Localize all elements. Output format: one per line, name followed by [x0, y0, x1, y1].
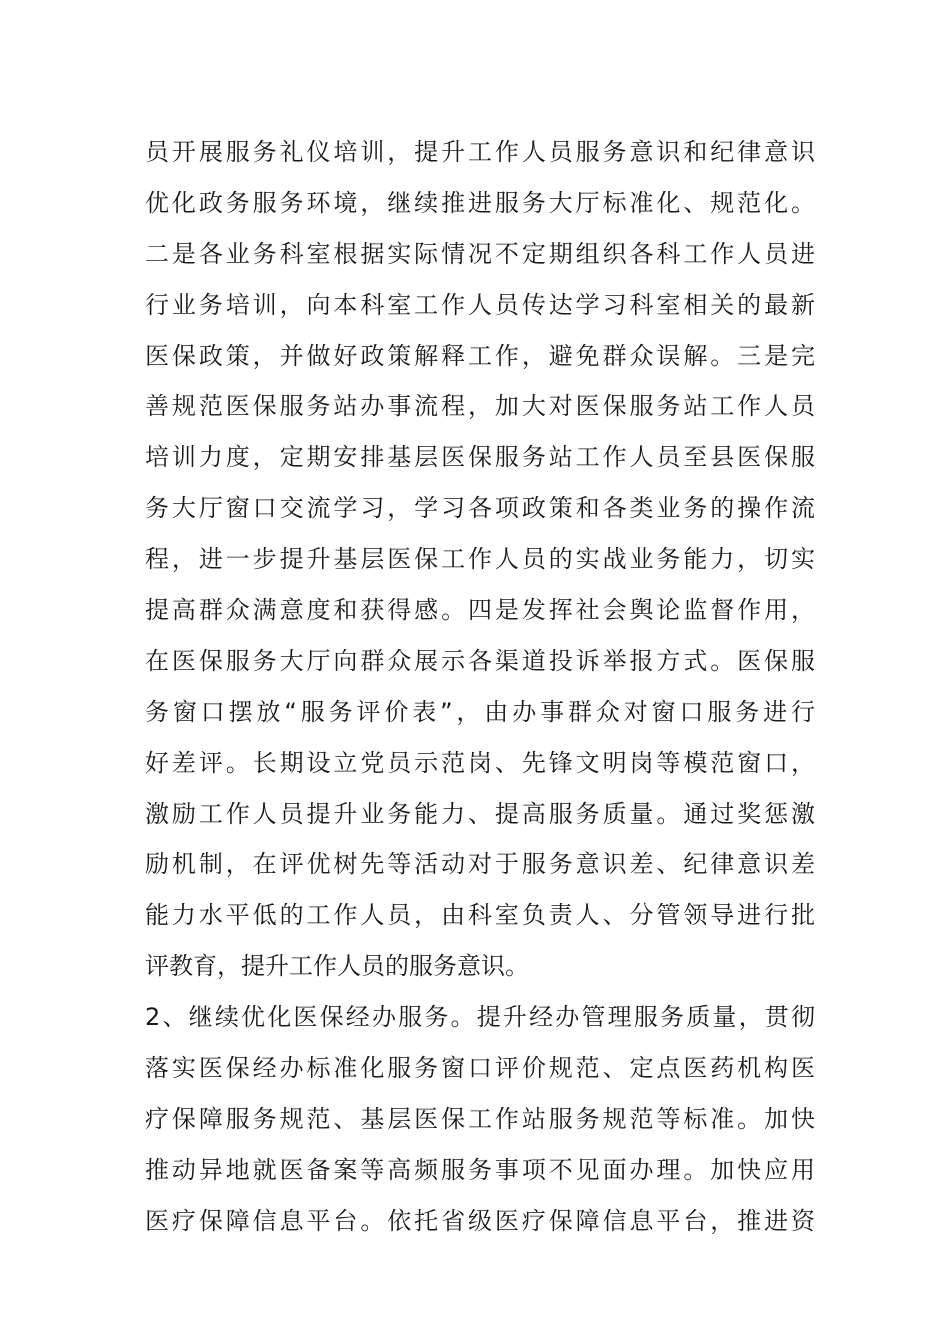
- body-text: [145, 127, 815, 1247]
- text-line: 行业务培训，向本科室工作人员传达学习科室相关的最新: [145, 290, 815, 319]
- text-line: 能力水平低的工作人员，由科室负责人、分管领导进行批: [145, 901, 815, 930]
- text-line: 务大厅窗口交流学习，学习各项政策和各类业务的操作流: [145, 494, 815, 523]
- text-line: 员开展服务礼仪培训，提升工作人员服务意识和纪律意识: [145, 138, 815, 166]
- text-line: 提高群众满意度和获得感。四是发挥社会舆论监督作用，: [145, 596, 815, 625]
- text-line: 激励工作人员提升业务能力、提高服务质量。通过奖惩激: [145, 799, 815, 828]
- text-line: 2、继续优化医保经办服务。提升经办管理服务质量，贯彻: [145, 1003, 815, 1032]
- text-line: 推动异地就医备案等高频服务事项不见面办理。加快应用: [145, 1155, 815, 1184]
- text-line: 在医保服务大厅向群众展示各渠道投诉举报方式。医保服: [145, 646, 815, 675]
- text-line: 疗保障服务规范、基层医保工作站服务规范等标准。加快: [145, 1104, 815, 1133]
- text-line: 务窗口摆放“服务评价表”，由办事群众对窗口服务进行: [145, 697, 815, 726]
- text-line: 二是各业务科室根据实际情况不定期组织各科工作人员进: [145, 239, 815, 268]
- text-line: 医疗保障信息平台。依托省级医疗保障信息平台，推进资: [145, 1206, 815, 1235]
- text-line: 医保政策，并做好政策解释工作，避免群众误解。三是完: [145, 341, 815, 370]
- text-line: 评教育，提升工作人员的服务意识。: [145, 952, 529, 981]
- text-line: 好差评。长期设立党员示范岗、先锋文明岗等模范窗口，: [145, 748, 815, 777]
- text-line: 励机制，在评优树先等活动对于服务意识差、纪律意识差: [145, 850, 815, 879]
- text-line: 培训力度，定期安排基层医保服务站工作人员至县医保服: [145, 443, 815, 472]
- text-line: 落实医保经办标准化服务窗口评价规范、定点医药机构医: [145, 1054, 815, 1083]
- text-line: 程，进一步提升基层医保工作人员的实战业务能力，切实: [145, 545, 815, 574]
- text-line: 优化政务服务环境，继续推进服务大厅标准化、规范化。: [145, 188, 815, 217]
- text-line: 善规范医保服务站办事流程，加大对医保服务站工作人员: [145, 392, 815, 421]
